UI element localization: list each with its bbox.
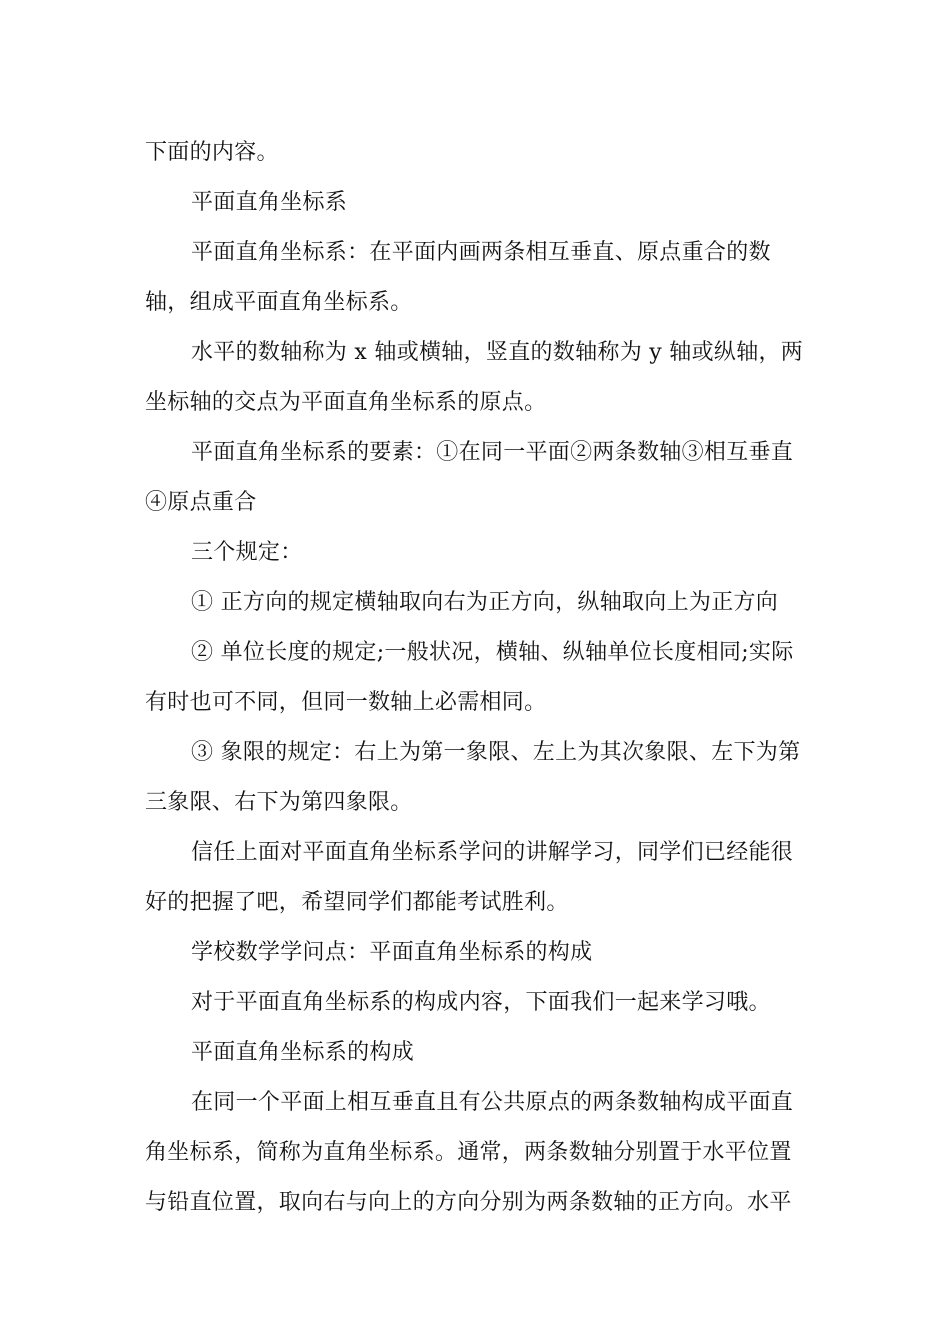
- rule-unit-length: ② 单位长度的规定;一般状况，横轴、纵轴单位长度相同;实际有时也可不同，但同一数轴上必需相同。: [145, 640, 794, 715]
- paragraph-composition: 在同一个平面上相互垂直且有公共原点的两条数轴构成平面直角坐标系，简称为直角坐标系。通常，两条数轴分别置于水平位置与铅直位置，取向右与向上的方向分别为两条数轴的正方向。水平: [145, 1090, 794, 1215]
- paragraph-definition: 平面直角坐标系：在平面内画两条相互垂直、原点重合的数轴，组成平面直角坐标系。: [145, 240, 771, 315]
- paragraph-summary: 信任上面对平面直角坐标系学问的讲解学习，同学们已经能很好的把握了吧，希望同学们都能考试胜利。: [145, 840, 794, 915]
- document-body: [145, 128, 810, 1228]
- paragraph-continuation: 下面的内容。: [145, 140, 279, 165]
- paragraph-elements: 平面直角坐标系的要素：①在同一平面②两条数轴③相互垂直④原点重合: [145, 440, 794, 515]
- paragraph-axes: 水平的数轴称为 x 轴或横轴，竖直的数轴称为 y 轴或纵轴，两坐标轴的交点为平面直角坐标系的原点。: [145, 340, 804, 415]
- heading-composition: 平面直角坐标系的构成: [191, 1040, 415, 1065]
- rule-direction: ① 正方向的规定横轴取向右为正方向，纵轴取向上为正方向: [191, 590, 779, 615]
- heading-three-rules: 三个规定：: [191, 540, 303, 565]
- rule-quadrants: ③ 象限的规定：右上为第一象限、左上为其次象限、左下为第三象限、右下为第四象限。: [145, 740, 801, 815]
- heading-coordinate-system: 平面直角坐标系: [191, 190, 348, 215]
- paragraph-intro: 对于平面直角坐标系的构成内容，下面我们一起来学习哦。: [191, 990, 771, 1015]
- heading-knowledge-point: 学校数学学问点：平面直角坐标系的构成: [191, 940, 593, 965]
